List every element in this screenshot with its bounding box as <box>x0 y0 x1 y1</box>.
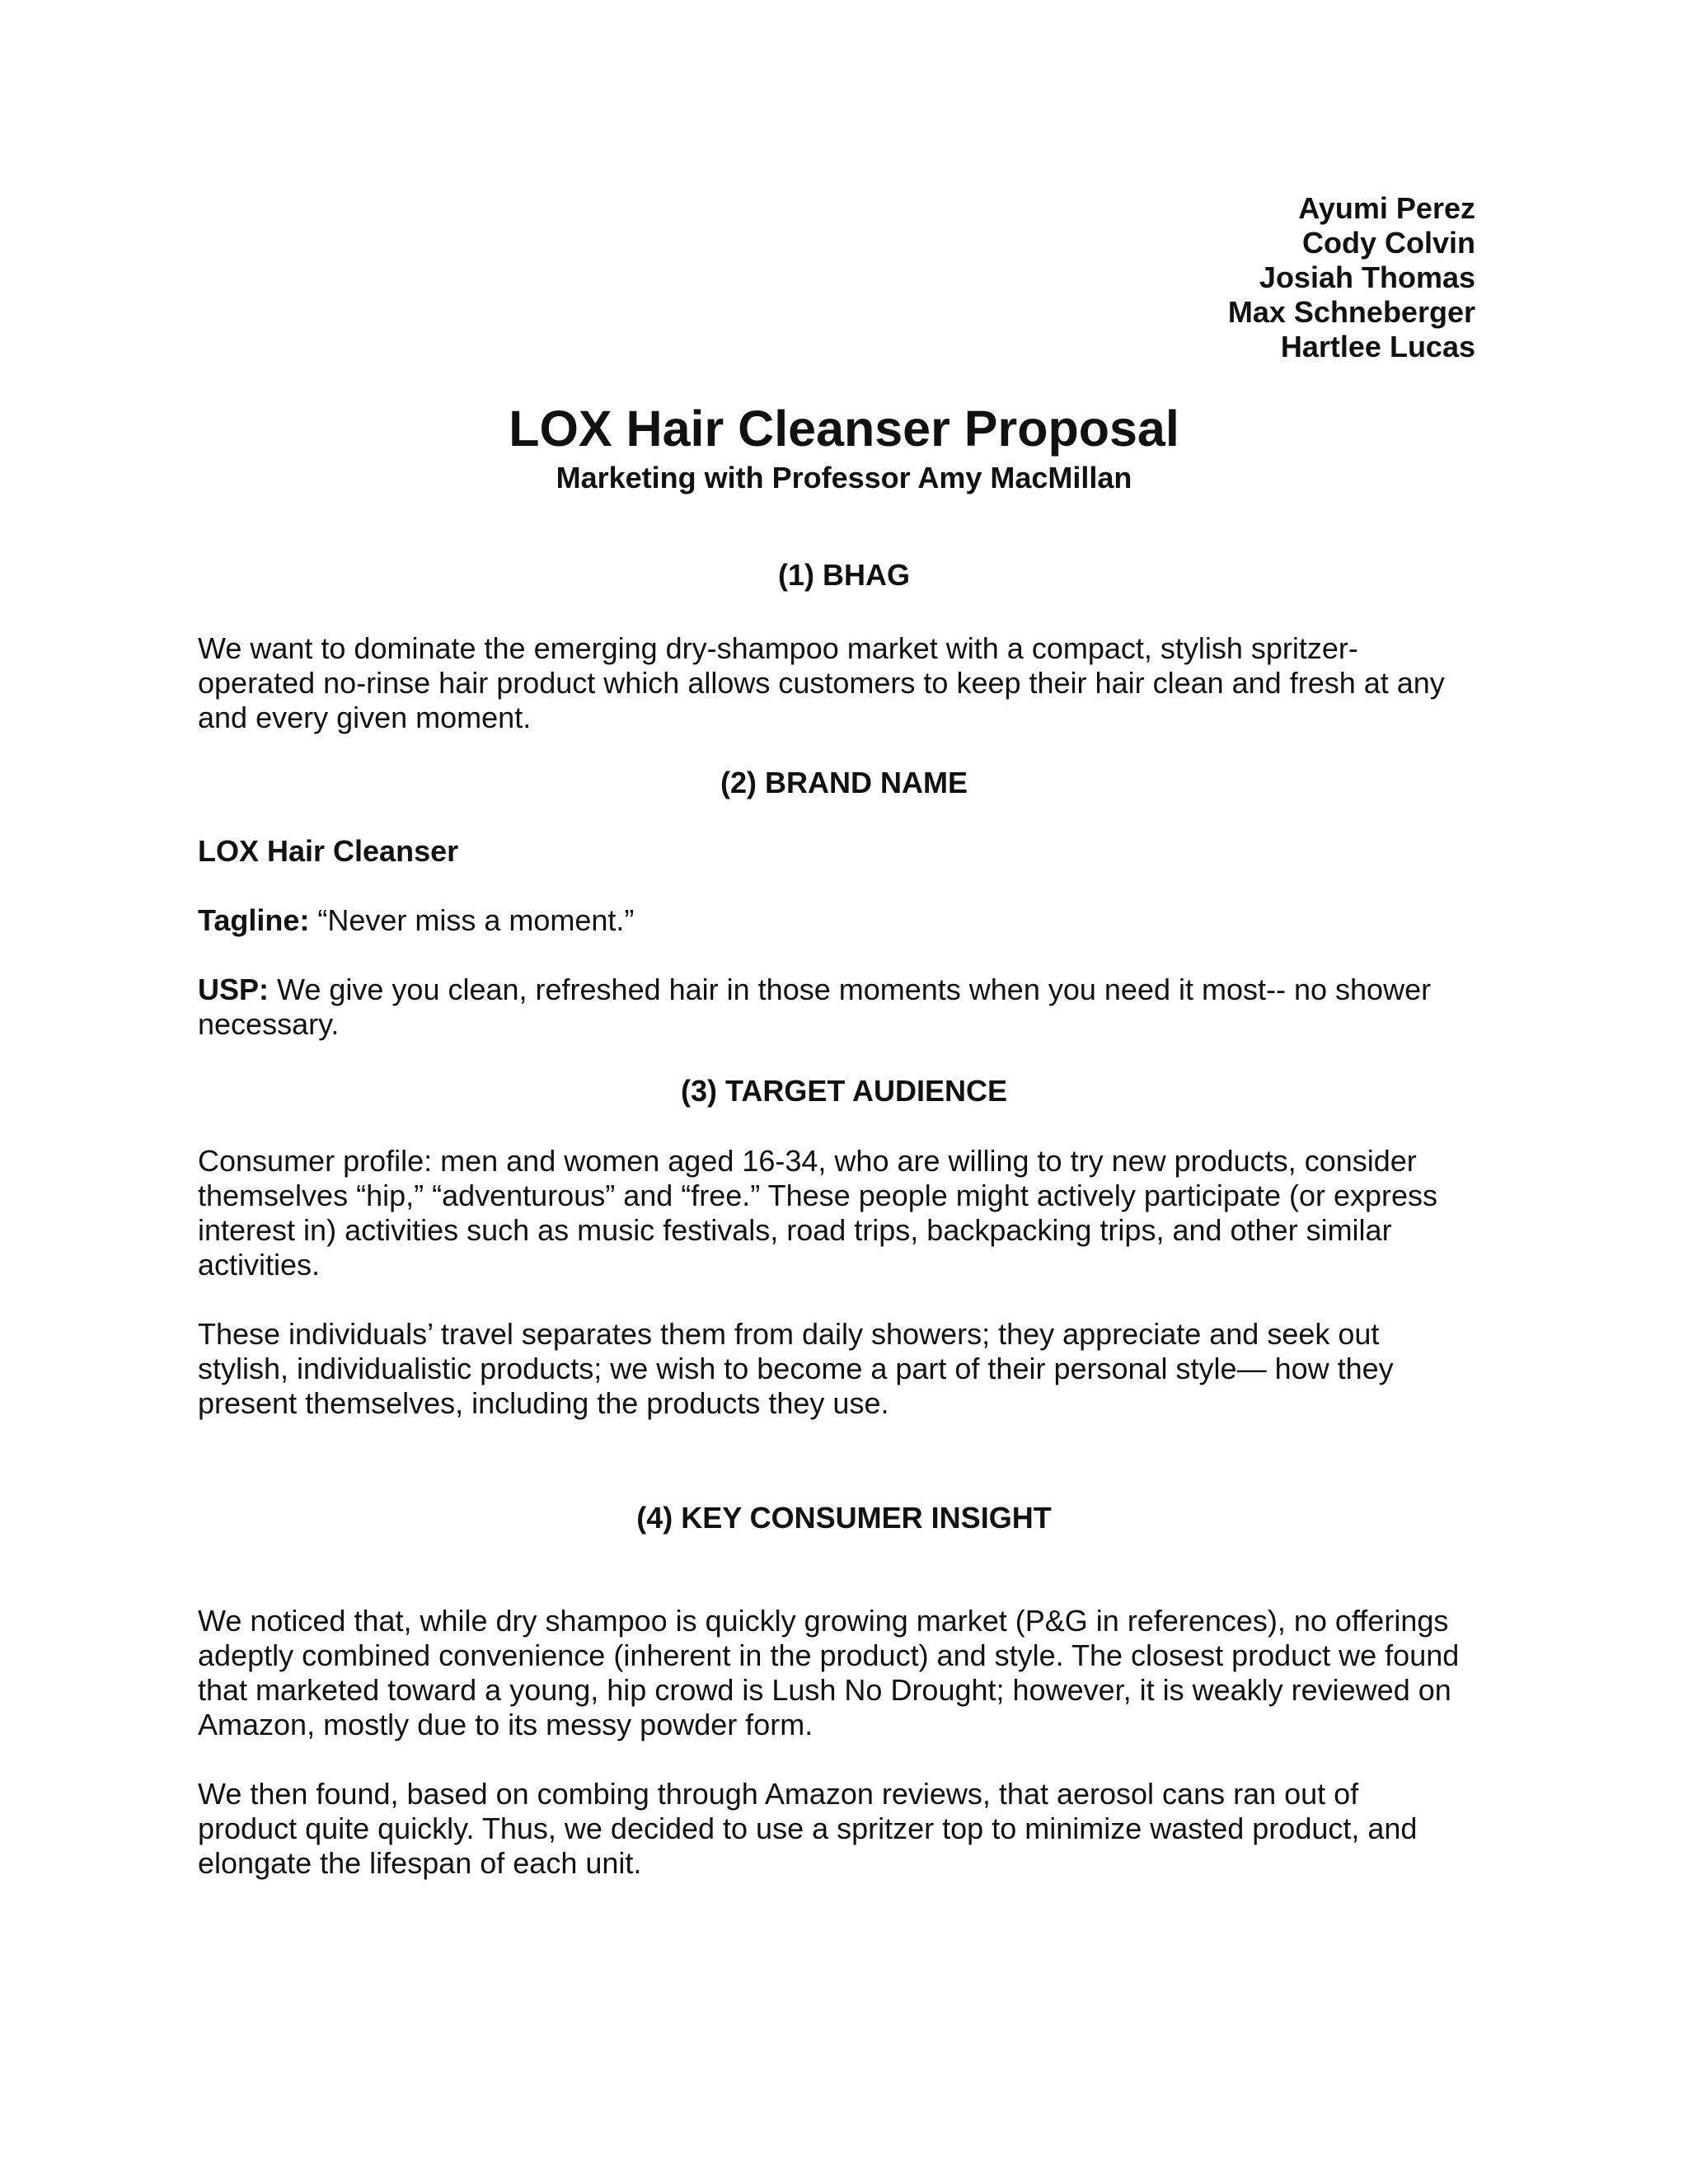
text-line: stylish, individualistic products; we wish to become a part of their personal style— how they <box>198 1352 1394 1385</box>
key-insight-paragraph-2 <box>198 1777 1500 1881</box>
usp-text: We give you clean, refreshed hair in those moments when you need it most-- no shower <box>277 972 1432 1006</box>
text-line: and every given moment. <box>198 701 532 734</box>
text-line: Consumer profile: men and women aged 16-34, who are willing to try new products, consider <box>198 1144 1417 1178</box>
text-line: themselves “hip,” “adventurous” and “free.” These people might actively participate (or express <box>198 1179 1438 1212</box>
document-subtitle: Marketing with Professor Amy MacMillan <box>556 461 1132 494</box>
author-name: Cody Colvin <box>1301 226 1475 260</box>
author-name: Ayumi Perez <box>1298 191 1475 225</box>
usp <box>198 972 1500 1042</box>
text-line: operated no-rinse hair product which allows customers to keep their hair clean and fresh at any <box>198 666 1445 700</box>
author-name: Josiah Thomas <box>1259 260 1475 294</box>
text-line: adeptly combined convenience (inherent in the product) and style. The closest product we found <box>198 1638 1460 1672</box>
text-line: present themselves, including the products they use. <box>198 1386 889 1420</box>
text-line: Amazon, mostly due to its messy powder form. <box>198 1708 814 1741</box>
tagline-label: Tagline: <box>198 903 310 937</box>
key-insight-paragraph-1 <box>198 1604 1500 1742</box>
bhag-paragraph <box>198 631 1500 735</box>
text-line: product quite quickly. Thus, we decided to use a spritzer top to minimize wasted product, and <box>198 1811 1418 1845</box>
author-name: Max Schneberger <box>1227 295 1475 329</box>
text-line: necessary. <box>198 1007 340 1041</box>
author-name: Hartlee Lucas <box>1280 330 1475 363</box>
text-line: activities. <box>198 1248 321 1282</box>
text-line: We then found, based on combing through Amazon reviews, that aerosol cans ran out of <box>198 1777 1359 1811</box>
target-audience-paragraph-2 <box>198 1317 1500 1421</box>
section-heading-target-audience: (3) TARGET AUDIENCE <box>681 1074 1007 1108</box>
brand-name: LOX Hair Cleanser <box>198 834 459 868</box>
author-list <box>1228 191 1475 364</box>
tagline <box>198 903 1500 938</box>
text-line: We noticed that, while dry shampoo is quickly growing market (P&G in references), no offerings <box>198 1604 1449 1638</box>
section-heading-bhag: (1) BHAG <box>778 558 910 592</box>
text-line: elongate the lifespan of each unit. <box>198 1846 642 1880</box>
usp-label: USP: <box>198 972 270 1006</box>
text-line: These individuals’ travel separates them from daily showers; they appreciate and seek out <box>198 1317 1380 1351</box>
text-line: that marketed toward a young, hip crowd is Lush No Drought; however, it is weakly reviewed on <box>198 1673 1451 1707</box>
text-line: interest in) activities such as music festivals, road trips, backpacking trips, and other similar <box>198 1213 1392 1247</box>
text-line <box>198 972 1500 1007</box>
text-line: We want to dominate the emerging dry-shampoo market with a compact, stylish spritzer- <box>198 631 1358 665</box>
tagline-text: “Never miss a moment.” <box>317 903 635 937</box>
section-heading-key-consumer-insight: (4) KEY CONSUMER INSIGHT <box>636 1501 1052 1535</box>
document-title: LOX Hair Cleanser Proposal <box>509 401 1179 457</box>
section-heading-brand-name: (2) BRAND NAME <box>720 766 968 799</box>
target-audience-paragraph-1 <box>198 1144 1500 1282</box>
